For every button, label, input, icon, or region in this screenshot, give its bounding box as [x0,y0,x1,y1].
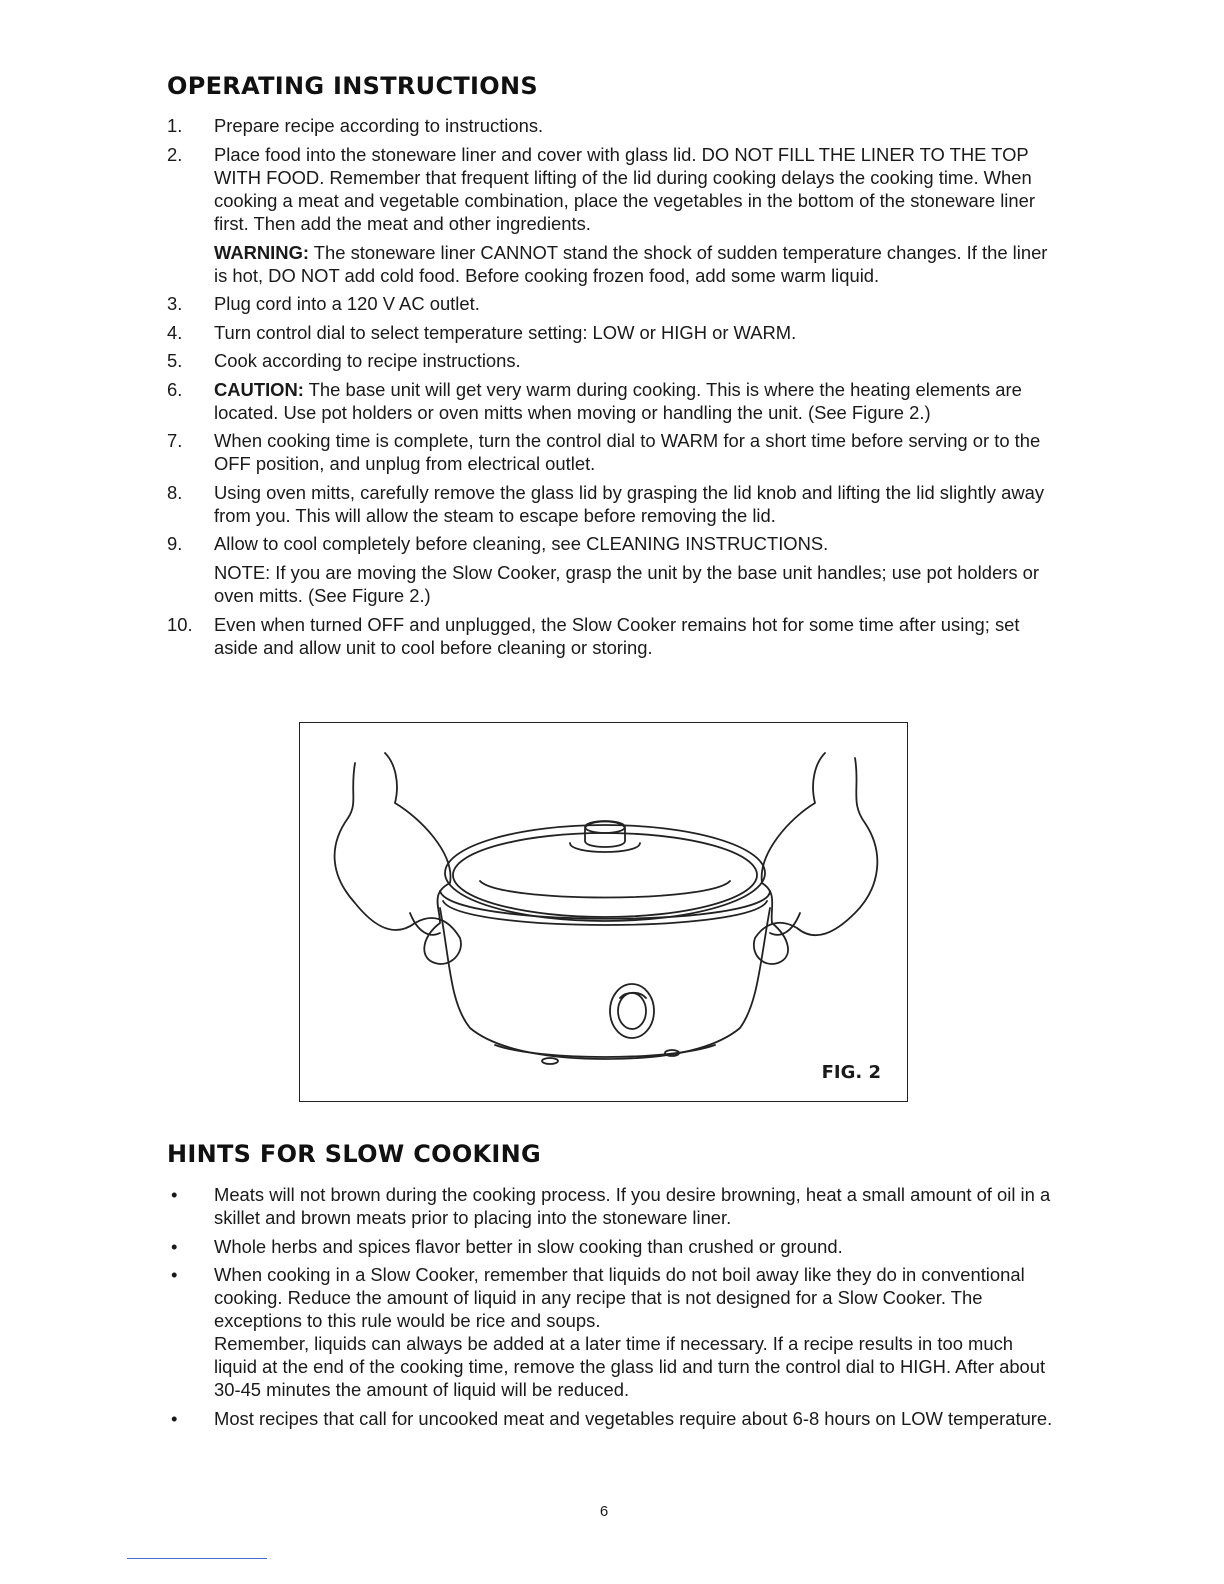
hint-text: Meats will not brown during the cooking process. If you desire browning, heat a small amount of oil in a skillet and brown meats prior to placing into the stoneware liner. [214,1184,1051,1228]
step-10 [167,613,1057,659]
lid-knob-top [585,821,625,833]
step-text: Prepare recipe according to instructions. [214,115,544,136]
step-number: 1. [167,115,183,136]
step-text: The base unit will get very warm during cooking. This is where the heating elements are located. Use pot holders or oven mitts when moving or handling the unit. (See Figure 2.) [214,378,1022,423]
step-text: Plug cord into a 120 V AC outlet. [214,293,480,314]
step-number: 3. [167,293,183,314]
figure-label: FIG. 2 [821,1062,881,1083]
left-oven-mitt [335,753,461,964]
pot-rim [440,891,770,919]
hints-heading: HINTS FOR SLOW COOKING [167,1140,542,1168]
step-text: Cook according to recipe instructions. [214,350,521,371]
figure-2-slow-cooker-illustration [299,722,908,1102]
step-number: 2. [167,143,183,165]
bullet-icon: • [171,1264,178,1285]
step-number: 6. [167,378,183,400]
footer-rule [127,1558,267,1559]
bullet-icon: • [171,1235,178,1257]
warning-text: The stoneware liner CANNOT stand the shock of sudden temperature changes. If the liner is hot, DO NOT add cold food. Before cooking frozen food, add some warm liquid. [214,241,1048,286]
bullet-icon: • [171,1407,178,1429]
hint-extra-text: Remember, liquids can always be added at a later time if necessary. If a recipe results in too much liquid at the end of the cooking time, remove the glass lid and turn the control dial to HIGH. After about 30-45 minutes the amount of liquid will be reduced. [214,1333,1046,1400]
step-text: Allow to cool completely before cleaning, see CLEANING INSTRUCTIONS. [214,533,829,554]
glass-lid [445,825,765,921]
step-number: 9. [167,533,183,554]
warning-block [214,241,1057,287]
step-text: Using oven mitts, carefully remove the glass lid by grasping the lid knob and lifting the lid slightly away from you. This will allow the steam to escape before removing the lid. [214,481,1045,526]
glass-lid-edge [453,833,757,917]
step-7 [167,429,1057,475]
warning-label: WARNING: [214,241,310,263]
hints-list [167,1183,1057,1435]
slow-cooker-drawing [300,723,908,1102]
step-2 [167,143,1057,287]
control-dial-inner [618,993,646,1029]
step-5 [167,349,1057,372]
hint-item [167,1235,1057,1258]
step-6 [167,378,1057,424]
step-number: 5. [167,350,183,371]
step-number: 7. [167,430,183,451]
pot-base [495,1045,715,1057]
step-text: Turn control dial to select temperature setting: LOW or HIGH or WARM. [214,321,797,343]
hint-text: When cooking in a Slow Cooker, remember that liquids do not boil away like they do in conventional cooking. Reduce the amount of liquid in any recipe that is not designed for a Slow Cooker. The exceptions to this rule would be rice and soups. [214,1264,1025,1331]
step-text: Even when turned OFF and unplugged, the Slow Cooker remains hot for some time after using; set aside and allow unit to cool before cleaning or storing. [214,613,1020,658]
step-number: 4. [167,321,183,343]
step-1 [167,114,1057,137]
right-oven-mitt [754,753,877,964]
pot-foot-left [542,1058,558,1064]
hint-text: Most recipes that call for uncooked meat and vegetables require about 6-8 hours on LOW temperature. [214,1407,1053,1429]
step-3 [167,292,1057,315]
hint-item [167,1407,1057,1430]
hint-item [167,1183,1057,1229]
step-number: 8. [167,481,183,503]
step-text: Place food into the stoneware liner and cover with glass lid. DO NOT FILL THE LINER TO THE TOP WITH FOOD. Remember that frequent lifting of the lid during cooking delays the cooking time. When cooking a meat and vegetable combination, place the vegetables in the bottom of the stoneware liner first. Then add the meat and other ingredients. [214,143,1035,234]
step-text: When cooking time is complete, turn the control dial to WARM for a short time before serving or to the OFF position, and unplug from electrical outlet. [214,430,1041,474]
hint-item [167,1263,1057,1401]
step-9 [167,532,1057,607]
step-8 [167,481,1057,527]
step-number: 10. [167,613,193,635]
operating-steps-list [167,114,1057,664]
bullet-icon: • [171,1184,178,1205]
step-4 [167,321,1057,344]
hint-text: Whole herbs and spices flavor better in slow cooking than crushed or ground. [214,1235,843,1257]
lid-reflection [480,881,730,898]
caution-label: CAUTION: [214,378,304,400]
operating-instructions-heading: OPERATING INSTRUCTIONS [167,72,538,100]
pot-body [440,908,770,1059]
note-block: NOTE: If you are moving the Slow Cooker, grasp the unit by the base unit handles; use pot holders or oven mitts. (See Figure 2.) [214,562,1039,606]
page-number: 6 [599,1503,609,1520]
